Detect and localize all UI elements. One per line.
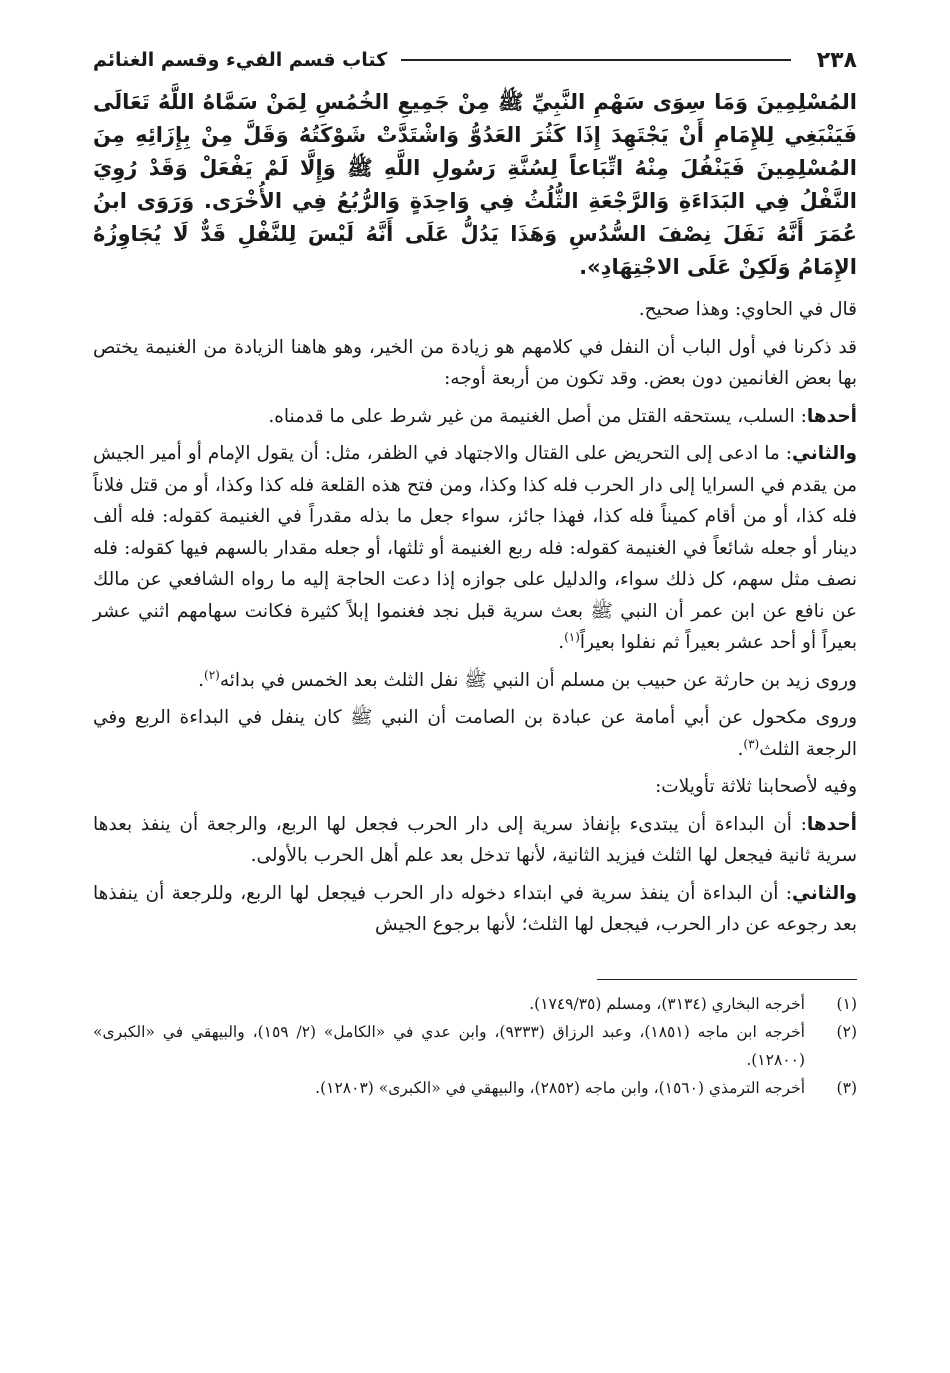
footnote-text: أخرجه الترمذي (١٥٦٠)، وابن ماجه (٢٨٥٢)، والبيهقي في «الكبرى» (١٢٨٠٣). (315, 1078, 805, 1097)
header-rule (401, 59, 791, 61)
commentary-paragraph (93, 878, 857, 941)
footnote-marker[interactable]: (١) (564, 629, 580, 644)
book-title: كتاب قسم الفيء وقسم الغنائم (93, 49, 388, 71)
commentary-paragraph (93, 665, 857, 697)
footnotes (93, 990, 857, 1102)
book-page (93, 40, 857, 1102)
paragraph-lead: أحدها (806, 813, 857, 835)
footnote-text: أخرجه البخاري (٣١٣٤)، ومسلم (١٧٤٩/٣٥). (529, 994, 805, 1013)
footnote-number: (٢) (836, 1022, 857, 1041)
commentary-paragraph (93, 401, 857, 433)
paragraph-tail: . (558, 632, 565, 653)
paragraph-lead: والثاني (792, 882, 857, 904)
paragraph-text: : أن البداءة أن يبتدىء بإنفاذ سرية إلى دار الحرب فجعل لها الربع، والرجعة أن ينفذ بعدها سرية ثانية فيجعل لها الثلث فيزيد الثانية، لأنها تدخل بعد علم أهل الحرب بالأولى. (93, 813, 857, 866)
footnote-marker[interactable]: (٢) (204, 667, 220, 682)
commentary-paragraph (93, 332, 857, 395)
commentary-paragraph (93, 294, 857, 326)
paragraph-text: : ما ادعى إلى التحريض على القتال والاجتهاد في الظفر، مثل: أن يقول الإمام أو أمير الجيش من يقدم في السرايا إلى دار الحرب فله كذا وكذا، ومن فتح هذه القلعة فله كذا وكذا، أو من قتل فلاناً فله كذا، أو من أقام كميناً فله كذا، فهذا جائز، سواء جعل ما بذله مقدراً في الغنيمة كقوله: فله ألف دينار أو جعله شائعاً في الغنيمة كقوله: فله ربع الغنيمة أو ثلثها، أو جعله مقدار بالسهم فيها كقوله: فله نصف مثل سهم، كل ذلك سواء، والدليل على جوازه إذا دعت الحاجة إليه ما رواه الشافعي عن مالك عن نافع عن ابن عمر أن النبي ﷺ بعث سرية قبل نجد فغنموا إبلاً كثيرة فكانت سهامهم اثني عشر بعيراً أو أحد عشر بعيراً ثم نفلوا بعيراً (93, 443, 857, 653)
paragraph-text: : أن البداءة أن ينفذ سرية في ابتداء دخوله دار الحرب فيجعل لها الربع، وللرجعة أن ينفذها بعد رجوعه عن دار الحرب، فيجعل لها الثلث؛ لأنها برجوع الجيش (93, 882, 857, 935)
paragraph-text: : السلب، يستحقه القتل من أصل الغنيمة من غير شرط على ما قدمناه. (268, 405, 807, 427)
commentary-paragraph (93, 438, 857, 659)
paragraph-lead: أحدها (806, 405, 857, 427)
paragraph-lead: والثاني (792, 443, 857, 464)
footnote (93, 990, 857, 1018)
commentary-paragraph (93, 702, 857, 765)
matn-text: المُسْلِمِينَ وَمَا سِوَى سَهْمِ النَّبِيِّ ﷺ مِنْ جَمِيعِ الخُمُسِ لِمَنْ سَمَّاهُ اللَّهُ تَعَالَى فَيَنْبَغِي لِلإِمَامِ أَنْ يَجْتَهِدَ إِذَا كَثُرَ العَدُوُّ وَاشْتَدَّتْ شَوْكَتُهُ وَقَلَّ مِنْ بِإِزَائِهِ مِنَ المُسْلِمِينَ فَيَنْفُلَ مِنْهُ اتِّبَاعاً لِسُنَّةِ رَسُولِ اللَّهِ ﷺ وَإِلَّا لَمْ يَفْعَلْ وَقَدْ رُوِيَ النَّفْلُ فِي البَدَاءَةِ وَالرَّجْعَةِ الثُّلُثُ فِي وَاحِدَةٍ وَالرُّبُعُ فِي الأُخْرَى. وَرَوَى ابنُ عُمَرَ أَنَّهُ نَفَلَ نِصْفَ السُّدُسِ وَهَذَا يَدُلُّ عَلَى أَنَّهُ لَيْسَ لِلنَّفْلِ قَدٌّ لَا يُجَاوِزُهُ الإِمَامُ وَلَكِنْ عَلَى الاجْتِهَادِ». (93, 90, 857, 279)
footnote-number: (٣) (836, 1078, 857, 1097)
paragraph-text: قال في الحاوي: وهذا صحيح. (638, 299, 857, 320)
footnote-marker[interactable]: (٣) (743, 736, 760, 751)
commentary-body (93, 294, 857, 941)
running-head (93, 40, 857, 80)
footnote (93, 1018, 857, 1074)
footnote (93, 1074, 857, 1102)
page-number: ٢٣٨ (816, 47, 857, 73)
paragraph-tail: . (198, 669, 204, 691)
footnote-text: أخرجه ابن ماجه (١٨٥١)، وعبد الرزاق (٩٣٣٣)، وابن عدي في «الكامل» (٢/ ١٥٩)، والبيهقي في «الكبرى» (١٢٨٠٠). (93, 1022, 805, 1069)
commentary-paragraph (93, 809, 857, 872)
paragraph-text: قد ذكرنا في أول الباب أن النفل في كلامهم هو زيادة من الخير، وهو هاهنا الزيادة من الغنيمة يختص بها بعض الغانمين دون بعض. وقد تكون من أربعة أوجه: (93, 336, 857, 389)
paragraph-text: وروى مكحول عن أبي أمامة عن عبادة بن الصامت أن النبي ﷺ كان ينفل في البداءة الربع وفي الرجعة الثلث (93, 707, 857, 760)
footnote-separator (597, 979, 857, 980)
paragraph-text: وفيه لأصحابنا ثلاثة تأويلات: (655, 776, 857, 797)
commentary-paragraph (93, 771, 857, 803)
footnote-number: (١) (836, 994, 857, 1013)
paragraph-text: وروى زيد بن حارثة عن حبيب بن مسلم أن النبي ﷺ نفل الثلث بعد الخمس في بدائه (219, 669, 857, 691)
paragraph-tail: . (737, 738, 744, 760)
